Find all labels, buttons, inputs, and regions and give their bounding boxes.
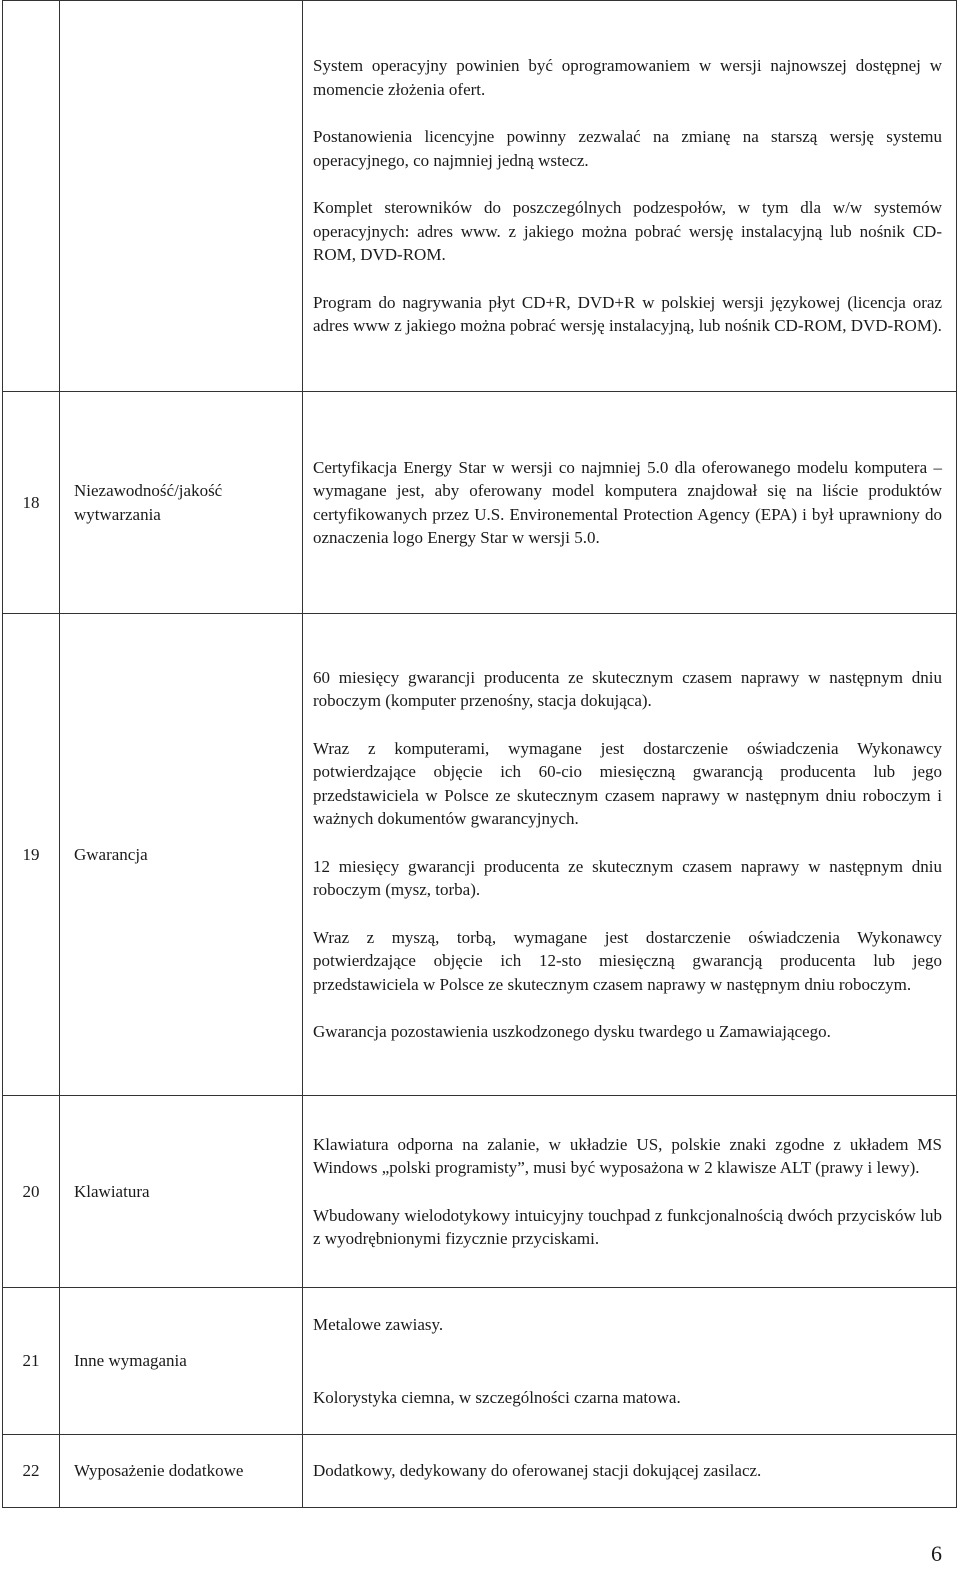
table-row: [3, 1288, 957, 1435]
requirement-paragraph: Program do nagrywania płyt CD+R, DVD+R w polskiej wersji językowej (licencja oraz adres www z jakiego można pobrać wersję instalacyjną, lub nośnik CD-ROM, DVD-ROM).: [313, 292, 942, 336]
row-requirements: [303, 614, 957, 1096]
requirement-paragraph: Postanowienia licencyjne powinny zezwalać na zmianę na starszą wersję systemu operacyjnego, co najmniej jedną wstecz.: [313, 127, 942, 170]
page-number: 6: [931, 1541, 942, 1566]
row-requirements: [303, 1435, 957, 1508]
row-parameter-name: Inne wymagania: [60, 1288, 303, 1435]
requirement-paragraph: Certyfikacja Energy Star w wersji co najmniej 5.0 dla oferowanego modelu komputera – wymagane jest, aby oferowany model komputera znajdował się na liście produktów certyfikowanych przez U.S. Environemental Protection Agency (EPA) i był uprawniony do oznaczenia logo Energy Star w wersji 5.0.: [313, 457, 942, 547]
row-parameter-name: Gwarancja: [60, 614, 303, 1096]
row-requirements: [303, 1288, 957, 1435]
table-row: [3, 1435, 957, 1508]
row-requirements: [303, 1096, 957, 1288]
requirement-paragraph: System operacyjny powinien być oprogramowaniem w wersji najnowszej dostępnej w momencie złożenia ofert.: [313, 56, 942, 99]
table-row: [3, 614, 957, 1096]
row-number: 22: [3, 1435, 60, 1508]
requirement-paragraph: Kolorystyka ciemna, w szczególności czarna matowa.: [313, 1388, 681, 1407]
row-requirements: [303, 1, 957, 392]
requirement-paragraph: Dodatkowy, dedykowany do oferowanej stacji dokującej zasilacz.: [313, 1461, 762, 1481]
requirement-paragraph: Komplet sterowników do poszczególnych podzespołów, w tym dla w/w systemów operacyjnych: adres www. z jakiego można pobrać wersję instalacyjną lub nośnik CD-ROM, DVD-ROM.: [313, 198, 942, 265]
row-number: 18: [3, 392, 60, 614]
row-parameter-name: Klawiatura: [60, 1096, 303, 1288]
requirement-paragraph: Gwarancja pozostawienia uszkodzonego dysku twardego u Zamawiającego.: [313, 1022, 831, 1041]
requirement-paragraph: Wbudowany wielodotykowy intuicyjny touchpad z funkcjonalnością dwóch przycisków lub z wyodrębnionymi fizycznie przyciskami.: [313, 1205, 942, 1248]
table-row: [3, 1, 957, 392]
row-number: [3, 1, 60, 392]
requirement-paragraph: Klawiatura odporna na zalanie, w układzie US, polskie znaki zgodne z układem MS Windows „polski programisty”, musi być wyposażona w 2 klawisze ALT (prawy i lewy).: [313, 1134, 942, 1177]
row-number: 21: [3, 1288, 60, 1435]
requirement-paragraph: Wraz z myszą, torbą, wymagane jest dostarczenie oświadczenia Wykonawcy potwierdzające objęcie ich 12-sto miesięczną gwarancją producenta lub jego przedstawiciela w Polsce ze skutecznym czasem naprawy w następnym dniu roboczym.: [313, 927, 942, 994]
requirement-paragraph: 60 miesięcy gwarancji producenta ze skutecznym czasem naprawy w następnym dniu roboczym (komputer przenośny, stacja dokująca).: [313, 667, 942, 710]
row-number: 19: [3, 614, 60, 1096]
requirement-paragraph: Wraz z komputerami, wymagane jest dostarczenie oświadczenia Wykonawcy potwierdzające objęcie ich 60-cio miesięczną gwarancją producenta lub jego przedstawiciela w Polsce ze skutecznym czasem naprawy w następnym dniu roboczym i ważnych dokumentów gwarancyjnych.: [313, 738, 942, 828]
table-row: [3, 1096, 957, 1288]
table-row: [3, 392, 957, 614]
row-parameter-name: Niezawodność/jakość wytwarzania: [60, 392, 303, 614]
specification-table: [2, 0, 957, 1508]
row-parameter-name: Wyposażenie dodatkowe: [60, 1435, 303, 1508]
row-number: 20: [3, 1096, 60, 1288]
row-parameter-name: [60, 1, 303, 392]
requirement-paragraph: 12 miesięcy gwarancji producenta ze skutecznym czasem naprawy w następnym dniu roboczym (mysz, torba).: [313, 856, 942, 899]
requirement-paragraph: Metalowe zawiasy.: [313, 1314, 444, 1334]
row-requirements: [303, 392, 957, 614]
